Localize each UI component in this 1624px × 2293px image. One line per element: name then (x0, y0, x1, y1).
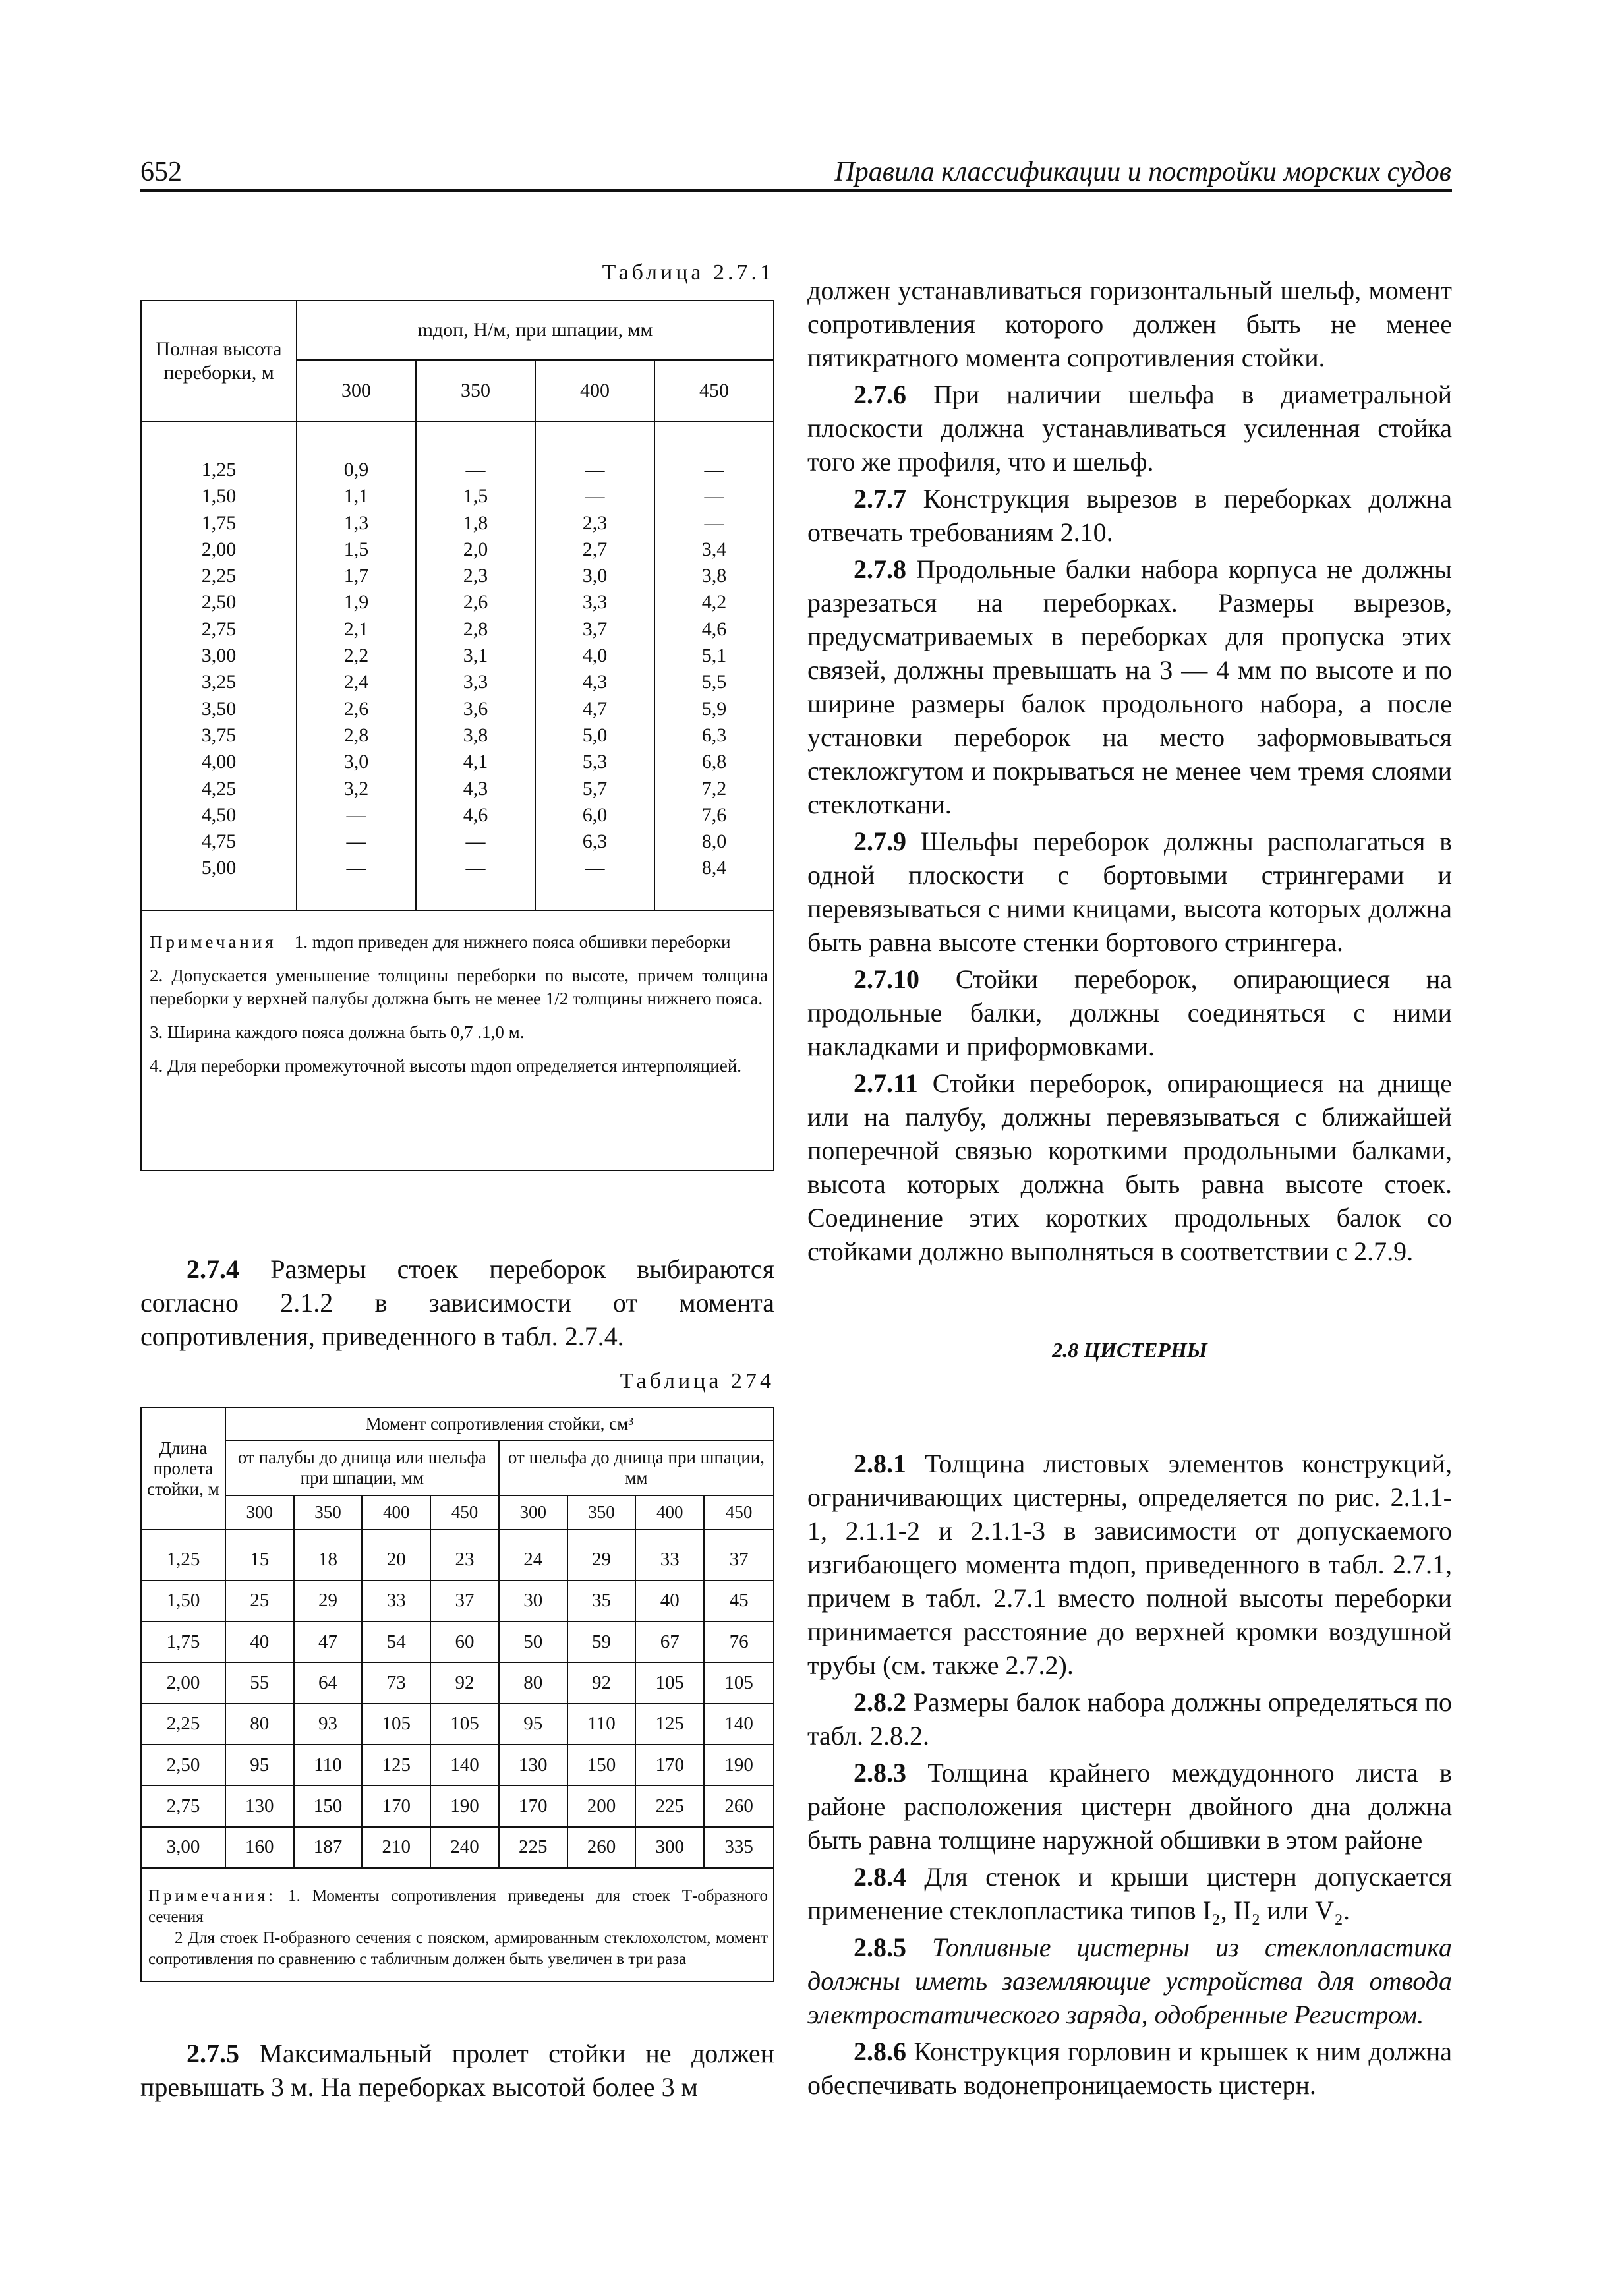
table-cell: 150 (567, 1745, 636, 1785)
table-row (141, 1827, 774, 1868)
notes-label: Примечания: (148, 1887, 277, 1905)
clause-number: 2.7.6 (854, 380, 906, 409)
table-cell: 92 (567, 1662, 636, 1703)
page-number: 652 (140, 157, 182, 187)
table-cell: 67 (635, 1621, 704, 1662)
note-1 (150, 931, 768, 954)
clause-number: 2.7.8 (854, 554, 906, 584)
table-cell: 210 (362, 1827, 430, 1868)
table-header-length: Длина пролета стойки, м (141, 1408, 225, 1530)
clause-number: 2.7.9 (854, 827, 906, 856)
table-cell: 1,5 (463, 485, 488, 508)
table-cell: 40 (225, 1621, 294, 1662)
table-cell: 3,4 (701, 538, 727, 560)
clause-number: 2.8.2 (854, 1687, 906, 1717)
table-cell: 30 (499, 1581, 567, 1621)
table-cell: 2,75 (201, 618, 237, 640)
note-2: 2 Для стоек П-образного сечения с пояском, армированным стеклохолстом, момент сопротивления по сравнению с табличным должен быть увеличен в три раза (148, 1929, 768, 1968)
table-cell: 3,75 (201, 724, 237, 746)
table-cell: 2,6 (463, 591, 488, 614)
note-4: 4. Для переборки промежуточной высоты mдоп определяется интерполяцией. (150, 1056, 742, 1076)
table-cell: — (585, 485, 605, 508)
table-cell: 225 (499, 1827, 567, 1868)
paragraph-2-7-4 (140, 1252, 774, 1356)
table-cell: 1,50 (201, 485, 237, 508)
table-cell: 80 (225, 1704, 294, 1745)
table-cell: 2,3 (582, 511, 608, 534)
table-cell: 35 (567, 1581, 636, 1621)
paragraph-2-8-6 (807, 2035, 1452, 2102)
table-cell: 1,7 (343, 565, 369, 587)
table-cell: 140 (430, 1745, 499, 1785)
table-cell: — (704, 485, 724, 508)
table-cell: 29 (294, 1581, 362, 1621)
table-cell: 3,2 (343, 777, 369, 799)
table-cell: 2,8 (343, 724, 369, 746)
table-cell: 5,1 (701, 645, 727, 667)
table-cell: 54 (362, 1621, 430, 1662)
clause-number: 2.8.6 (854, 2037, 906, 2066)
clause-number: 2.7.5 (187, 2039, 239, 2068)
table-header-modulus: Момент сопротивления стойки, см³ (225, 1408, 774, 1441)
row-length-cell: 1,75 (141, 1621, 225, 1662)
table-cell: 125 (635, 1704, 704, 1745)
table-cell: 2,25 (201, 565, 237, 587)
table-header-spacing: 400 (362, 1495, 430, 1530)
table-cell: 37 (704, 1530, 774, 1581)
table-cell: 4,2 (701, 591, 727, 614)
table-cell: 4,3 (463, 777, 488, 799)
table-2-7-4 (140, 1407, 774, 1869)
table-cell: 37 (430, 1581, 499, 1621)
table-row (141, 1530, 774, 1581)
clause-text: При наличии шельфа в диаметральной плоскости должна устанавливаться усиленная стойка того же профиля, что и шельф. (807, 380, 1452, 477)
table-cell: 4,75 (201, 830, 237, 853)
table-cell: 60 (430, 1621, 499, 1662)
table-cell: 15 (225, 1530, 294, 1581)
table-cell: — (585, 857, 605, 879)
table-cell: — (346, 830, 366, 853)
table-cell: 33 (635, 1530, 704, 1581)
table-cell: 335 (704, 1827, 774, 1868)
table-row (141, 1621, 774, 1662)
paragraph-2-7-9 (807, 825, 1452, 959)
table-cell: 105 (430, 1704, 499, 1745)
table-cell: 7,2 (701, 777, 727, 799)
table-cell: 2,8 (463, 618, 488, 640)
table-cell: 1,3 (343, 511, 369, 534)
table-cell: 8,4 (701, 857, 727, 879)
table-row (141, 1745, 774, 1785)
table-cell: 3,25 (201, 671, 237, 693)
paragraph-2-7-5 (140, 2037, 774, 2107)
clause-number: 2.7.11 (854, 1068, 918, 1098)
clause-number: 2.7.7 (854, 484, 906, 513)
table-cell: 140 (704, 1704, 774, 1745)
table-cell: 4,00 (201, 751, 237, 773)
table-cell: 110 (294, 1745, 362, 1785)
note-text: 1. mдоп приведен для нижнего пояса обшивки переборки (294, 932, 731, 952)
table-cell: 4,3 (582, 671, 608, 693)
table-cell: 2,4 (343, 671, 369, 693)
table-cell: 3,3 (582, 591, 608, 614)
row-length-cell: 3,00 (141, 1827, 225, 1868)
table-header-spacing: 350 (294, 1495, 362, 1530)
table-header-spacing: 300 (297, 360, 416, 422)
table-cell: 4,7 (582, 697, 608, 720)
table-cell: 45 (704, 1581, 774, 1621)
note-text: 1. Моменты сопротивления приведены для стоек Т-образного сечения (148, 1887, 768, 1926)
table-cell: — (465, 830, 486, 853)
table-cell: — (465, 459, 486, 480)
table-cell: 25 (225, 1581, 294, 1621)
table-cell: 50 (499, 1621, 567, 1662)
table-header-spacing: 350 (567, 1495, 636, 1530)
clause-text: Конструкция горловин и крышек к ним должна обеспечивать водонепроницаемость цистерн. (807, 2037, 1453, 2100)
table-cell: 300 (635, 1827, 704, 1868)
clause-text: Размеры стоек переборок выбираются согласно 2.1.2 в зависимости от момента сопротивления, приведенного в табл. 2.7.4. (140, 1254, 774, 1351)
running-title: Правила классификации и постройки морских судов (834, 157, 1451, 187)
table-2-7-1 (140, 300, 774, 911)
table-cell: 3,3 (463, 671, 488, 693)
clause-text: Продольные балки набора корпуса не должны разрезаться на переборках. Размеры вырезов, предусматриваемых в переборках для пропуска этих связей, должны превышать на 3 — 4 мм по высоте и по ширине размеры балок продольного набора, а после установки переборок на место заформовываться стекложгутом и покрываться не менее чем тремя слоями стеклоткани. (807, 554, 1452, 819)
table-cell: 4,50 (201, 803, 237, 826)
table-cell: 47 (294, 1621, 362, 1662)
table-cell: 1,9 (343, 591, 369, 614)
table-row (141, 1785, 774, 1826)
table-cell: 18 (294, 1530, 362, 1581)
table-cell: 170 (499, 1785, 567, 1826)
row-length-cell: 2,25 (141, 1704, 225, 1745)
clause-text: Размеры балок набора должны определяться по табл. 2.8.2. (807, 1687, 1453, 1751)
table-cell: 64 (294, 1662, 362, 1703)
table-cell: 3,7 (582, 618, 608, 640)
value-column-350 (416, 422, 535, 910)
table-cell: 2,00 (201, 538, 237, 560)
paragraph-2-8-2 (807, 1685, 1452, 1753)
table-cell: 24 (499, 1530, 567, 1581)
table-cell: — (346, 803, 366, 826)
table-cell: 20 (362, 1530, 430, 1581)
table-2-7-1-caption: Таблица 2.7.1 (602, 260, 774, 285)
clause-text: Толщина листовых элементов конструкций, ограничивающих цистерны, определяется по рис. 2.1.1-1, 2.1.1-2 и 2.1.1-3 в зависимости от допускаемого изгибающего момента mдоп, приведенного в табл. 2.7.1, причем в табл. 2.7.1 вместо полной высоты переборки принимается расстояние до верхней кромки воздушной трубы (см. также 2.7.2). (807, 1449, 1452, 1680)
table-cell: 225 (635, 1785, 704, 1826)
table-header-spacing: 400 (635, 1495, 704, 1530)
table-cell: 3,6 (463, 697, 488, 720)
table-header-spacing: 300 (499, 1495, 567, 1530)
table-cell: 4,0 (582, 645, 608, 667)
table-cell: — (704, 511, 724, 534)
table-cell: 150 (294, 1785, 362, 1826)
table-2-7-4-notes (140, 1869, 774, 1982)
table-cell: 1,5 (343, 538, 369, 560)
paragraph-2-8-4 (807, 1860, 1452, 1927)
table-cell: 1,8 (463, 511, 488, 534)
right-column-upper (807, 274, 1452, 1271)
value-column-300 (297, 422, 416, 910)
table-cell: 170 (362, 1785, 430, 1826)
clause-number: 2.7.10 (854, 964, 919, 994)
paragraph-2-7-10 (807, 962, 1452, 1063)
paragraph-2-7-7 (807, 482, 1452, 549)
table-header-spacing: 450 (654, 360, 774, 422)
table-cell: 4,1 (463, 751, 488, 773)
table-cell: 95 (225, 1745, 294, 1785)
row-length-cell: 1,25 (141, 1530, 225, 1581)
table-cell: 200 (567, 1785, 636, 1826)
table-cell: 33 (362, 1581, 430, 1621)
table-cell: 3,00 (201, 645, 237, 667)
table-cell: 3,8 (701, 565, 727, 587)
table-cell: 0,9 (343, 459, 369, 480)
clause-text: Максимальный пролет стойки не должен превышать 3 м. На переборках высотой более 3 м (140, 2039, 774, 2102)
table-cell: 125 (362, 1745, 430, 1785)
notes-label: Примечания (150, 932, 277, 952)
table-cell: 7,6 (701, 803, 727, 826)
table-cell: 187 (294, 1827, 362, 1868)
table-cell: 93 (294, 1704, 362, 1745)
table-cell: 8,0 (701, 830, 727, 853)
table-cell: 73 (362, 1662, 430, 1703)
table-cell: 95 (499, 1704, 567, 1745)
table-cell: 4,6 (463, 803, 488, 826)
table-cell: 6,3 (582, 830, 608, 853)
table-cell: 110 (567, 1704, 636, 1745)
header-rule (140, 189, 1452, 192)
table-cell: 1,75 (201, 511, 237, 534)
table-cell: 105 (704, 1662, 774, 1703)
table-row (141, 1662, 774, 1703)
table-cell: — (346, 857, 366, 879)
table-cell: 3,50 (201, 697, 237, 720)
note-3: 3. Ширина каждого пояса должна быть 0,7 .1,0 м. (150, 1022, 525, 1043)
table-cell: 260 (567, 1827, 636, 1868)
clause-number: 2.8.5 (854, 1932, 906, 1962)
value-column-450 (654, 422, 774, 910)
clause-number: 2.7.4 (187, 1254, 239, 1284)
table-cell: 130 (499, 1745, 567, 1785)
paragraph-2-7-6 (807, 378, 1452, 479)
table-cell: 5,7 (582, 777, 608, 799)
clause-number: 2.8.3 (854, 1758, 906, 1787)
value-column-400 (535, 422, 654, 910)
table-cell: 92 (430, 1662, 499, 1703)
table-cell: 5,9 (701, 697, 727, 720)
clause-number: 2.8.1 (854, 1449, 906, 1478)
table-cell: 29 (567, 1530, 636, 1581)
table-cell: 130 (225, 1785, 294, 1826)
table-cell: 59 (567, 1621, 636, 1662)
table-cell: 4,25 (201, 777, 237, 799)
table-header-spacing: 450 (430, 1495, 499, 1530)
height-column (141, 422, 297, 910)
table-cell: 240 (430, 1827, 499, 1868)
clause-text: Для стенок и крыши цистерн допускается применение стеклопластика типов I₂, II₂ или V₂. (807, 1862, 1453, 1925)
continued-text: должен устанавливаться горизонтальный шельф, момент сопротивления которого должен быть не менее пятикратного момента сопротивления стойки. (807, 276, 1452, 372)
table-cell: 3,8 (463, 724, 488, 746)
table-cell: 2,7 (582, 538, 608, 560)
table-header-spacing: 400 (535, 360, 654, 422)
clause-text: Топливные цистерны из стеклопластика должны иметь заземляющие устройства для отвода электростатического заряда, одобренные Регистром. (807, 1932, 1452, 2029)
clause-text: Стойки переборок, опирающиеся на продольные балки, должны соединяться с ними накладками и приформовками. (807, 964, 1452, 1061)
table-cell: 55 (225, 1662, 294, 1703)
table-cell: 170 (635, 1745, 704, 1785)
table-header-spacing: 300 (225, 1495, 294, 1530)
table-cell: 76 (704, 1621, 774, 1662)
table-cell: 2,50 (201, 591, 237, 614)
clause-text: Стойки переборок, опирающиеся на днище или на палубу, должны перевязываться с ближайшей поперечной связью короткими продольными балками, высота которых должна быть равна высоте стоек. Соединение этих коротких продольных балок со стойками должно выполняться в соответствии с 2.7.9. (807, 1068, 1453, 1266)
table-cell: 5,0 (582, 724, 608, 746)
table-cell: 2,6 (343, 697, 369, 720)
table-cell: 2,3 (463, 565, 488, 587)
row-length-cell: 2,50 (141, 1745, 225, 1785)
table-header-mdop: mдоп, Н/м, при шпации, мм (297, 301, 774, 360)
table-cell: 80 (499, 1662, 567, 1703)
table-cell: 3,0 (343, 751, 369, 773)
table-cell: 6,0 (582, 803, 608, 826)
note-1 (148, 1886, 768, 1928)
table-cell: 190 (430, 1785, 499, 1826)
table-cell: — (585, 459, 605, 480)
row-length-cell: 2,00 (141, 1662, 225, 1703)
paragraph-2-8-3 (807, 1756, 1452, 1857)
note-2: 2. Допускается уменьшение толщины переборки по высоте, причем толщина переборки у верхней палубы должна быть не менее 1/2 толщины нижнего пояса. (150, 966, 768, 1009)
table-cell: 160 (225, 1827, 294, 1868)
table-header-height: Полная высота переборки, м (141, 301, 297, 422)
table-row (141, 1581, 774, 1621)
table-cell: — (704, 459, 724, 480)
table-cell: 105 (635, 1662, 704, 1703)
clause-text: Толщина крайнего междудонного листа в районе расположения цистерн двойного дна должна быть равна толщине наружной обшивки в этом районе (807, 1758, 1453, 1855)
table-cell: 2,0 (463, 538, 488, 560)
table-cell: 2,2 (343, 645, 369, 667)
table-cell: 40 (635, 1581, 704, 1621)
table-subheader-shelf: от шельфа до днища при шпации, мм (499, 1441, 774, 1495)
table-cell: 4,6 (701, 618, 727, 640)
table-cell: 5,3 (582, 751, 608, 773)
table-cell: 3,0 (582, 565, 608, 587)
table-cell: 5,5 (701, 671, 727, 693)
table-cell: 1,1 (343, 485, 369, 508)
row-length-cell: 2,75 (141, 1785, 225, 1826)
clause-text: Шельфы переборок должны располагаться в одной плоскости с бортовыми стрингерами и перевязываться с ними кницами, высота которых должна быть равна высоте стенки бортового стрингера. (807, 827, 1452, 957)
table-cell: 105 (362, 1704, 430, 1745)
table-cell: 6,3 (701, 724, 727, 746)
table-header-spacing: 450 (704, 1495, 774, 1530)
table-cell: — (465, 857, 486, 879)
table-cell: 190 (704, 1745, 774, 1785)
table-subheader-deck: от палубы до днища или шельфа при шпации, мм (225, 1441, 499, 1495)
table-row (141, 1704, 774, 1745)
row-length-cell: 1,50 (141, 1581, 225, 1621)
section-title: 2.8 ЦИСТЕРНЫ (1052, 1338, 1207, 1362)
table-2-7-1-notes (140, 911, 774, 1171)
table-cell: 3,1 (463, 645, 488, 667)
table-cell: 5,00 (201, 857, 237, 879)
table-cell: 23 (430, 1530, 499, 1581)
table-cell: 1,25 (201, 459, 237, 480)
clause-text: Конструкция вырезов в переборках должна отвечать требованиям 2.10. (807, 484, 1452, 547)
paragraph-2-8-1 (807, 1447, 1452, 1682)
table-cell: 6,8 (701, 751, 727, 773)
paragraph-2-8-5 (807, 1930, 1452, 2031)
paragraph-2-7-11 (807, 1066, 1452, 1268)
table-header-spacing: 350 (416, 360, 535, 422)
table-cell: 260 (704, 1785, 774, 1826)
paragraph-2-7-8 (807, 552, 1452, 821)
table-2-7-4-caption: Таблица 274 (620, 1369, 774, 1393)
clause-number: 2.8.4 (854, 1862, 906, 1892)
table-cell: 2,1 (343, 618, 369, 640)
right-column-lower (807, 1447, 1452, 2105)
